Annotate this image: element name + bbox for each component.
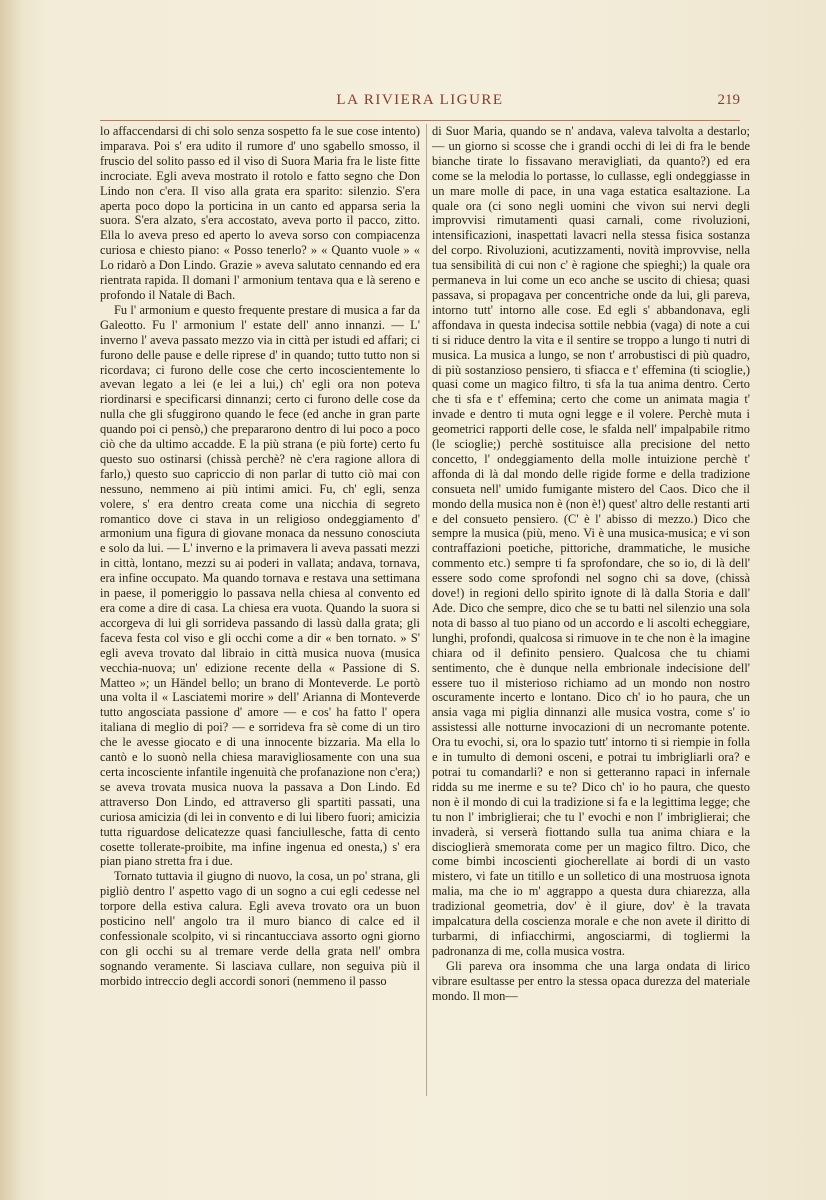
page-fold-shadow [0, 0, 22, 1200]
page-number: 219 [717, 92, 740, 108]
paragraph: di Suor Maria, quando se n' andava, valeva talvolta a destarlo; — un giorno si scosse che i grandi occhi di lei di fra le bende bianche tirate lo fissavano meravigliati, da quanto?) ed era come se la melodia lo portasse, lo cullasse, egli ondeggiasse in un mare molle di pace, in una vaga estatica esaltazione. La quale ora (ci sono negli uomini che vivon sui nervi degli improvvisi rimutamenti quasi carnali, come rivoluzioni, intensificazioni, inaspettati lavacri nella stessa fisica sostanza del corpo. Rivoluzioni, acutizzamenti, novità improvvise, nella tua sensibilità di cui non c' è ragione che spieghi;) la quale ora permaneva in lui come un eco anche se uscito di chiesa; quasi passava, si propagava per concentriche onde da lui, gli pareva, intorno tutt' intorno alle cose. Ed egli s' abbandonava, egli affondava in questa indecisa sottile nebbia (vaga) di note a cui ti si riduce dentro la vita e il sentire se troppo a lungo ti nutri di musica. La musica a lungo, se non t' arrobustisci di più quadro, di più sostanzioso pensiero, ti sfiacca e t' effemina (ti scioglie,) quasi come un magico filtro, ti sfa la tua anima dentro. Certo che ti sfa e t' effemina; certo che come un animata magia t' invade e dentro ti muta ogni legge e il volere. Perchè muta i geometrici rapporti delle cose, le sfalda nell' impalpabile ritmo (le scioglie;) perchè sostituisce alla precisione del netto concetto, l' ondeggiamento della molle intuizione perchè t' affonda di là dal mondo delle rigide forme e della tradizione consueta nell' umido fumigante mistero del Caos. Dico che il mondo della musica non è (non è!) quest' altro delle restanti arti e del consueto pensiero. (C' è l' abisso di mezzo.) Dico che sempre la musica (più, meno. Vi è una musica-musica; e vi son contraffazioni poetiche, pittoriche, drammatiche, le musiche commento etc.) sempre ti fa sprofondare, che so io, di là dell' essere sodo come sprofondi nel sogno chi sa dove, (chissà dove!) in regioni dello spirito ignote di là dalla Storia e dall' Ade. Dico che sempre, dico che se tu batti nel silenzio una sola nota di basso al tuo piano od un accordo e li ascolti echeggiare, lunghi, profondi, qualcosa si rimuove in te che non è la imagine chiara od il definito pensiero. Qualcosa che tu chiami sentimento, che è dunque nella embrionale indecisione dell' essere tuo il misterioso richiamo ad un mondo non nostro oscuramente incerto e lontano. Dico ch' io ho paura, che un ansia vaga mi piglia dinnanzi alle musica vostra, come s' io assistessi alle notturne invocazioni di un necromante potente. Ora tu evochi, si, ora lo spazio tutt' intorno ti si riempie in folla e in tumulto di demoni osceni, e potrai tu imbrigliarli ora? e potrai tu comandarli? e non si getteranno rapaci in infernale ridda su me inerme e su te? Dico ch' io ho paura, che questo non è il mondo di cui la tradizione si fa e la legittima legge; che tu non l' imbriglierai; che tu l' evochi e non l' imbriglierai; che invaderà, si verserà fiottando sulla tua anima chiara e la discioglierà smemorata come per un magico filtro. Dico, che come bimbi incoscienti giocherellate ai bordi di un vasto mistero, vi fate un titillo e un solletico di una mostruosa ignota malia, ma che io m' aggrappo a questa dura chiarezza, alla tradizional geometria, dov' è il giure, dov' è la travata impalcatura della coscienza morale e che non avete il diritto di turbarmi, di infiacchirmi, angosciarmi, di togliermi la padronanza di me, colla musica vostra. [432, 124, 750, 958]
column-separator [426, 124, 427, 1096]
page-header [100, 92, 740, 118]
paragraph: lo affaccendarsi di chi solo senza sospetto fa le sue cose intento) imparava. Poi s' era udito il rumore d' uno sgabello smosso, il fruscio del solito passo ed il viso di Suora Maria fra le liste fitte incrociate. Egli aveva mostrato il rotolo e fatto segno che Don Lindo non c'era. Il viso alla grata era sparito: silenzio. S'era aperta poco dopo la porticina in un canto ed apparsa seria la suora. S'era alzato, s'era accostato, aveva porto il pacco, zitto. Ella lo aveva preso ed aperto lo aveva sorso con compiacenza curiosa e chiesto piano: « Posso tenerlo? » « Quanto vuole » « Lo ridarò a Don Lindo. Grazie » aveva salutato cennando ed era rientrata rapida. Il domani l' armonium tentava qua e là sereno e profondo il Natale di Bach. [100, 124, 420, 302]
paragraph: Gli pareva ora insomma che una larga ondata di lirico vibrare esultasse per entro la stessa opaca durezza del materiale mondo. Il mon— [432, 958, 750, 1003]
paragraph: Tornato tuttavia il giugno di nuovo, la cosa, un po' strana, gli pigliò dentro l' aspetto vago di un sogno a cui egli cedesse nel torpore della estiva calura. Egli aveva trovato ora un buon posticino nell' angolo tra il muro bianco di calce ed il confessionale scolpito, vi si rincantucciava assorto ogni giorno con gli occhi su al tremare verde della grata nell' ombra sognando veramente. Si lasciava cullare, non seguiva più il morbido intreccio degli accordi sonori (nemmeno il passo [100, 869, 420, 988]
journal-title: LA RIVIERA LIGURE [336, 92, 504, 108]
paragraph: Fu l' armonium e questo frequente prestare di musica a far da Galeotto. Fu l' armonium l' estate dell' anno innanzi. — L' inverno l' aveva passato mezzo via in città per istudi ed affari; ci furono delle pause e delle riprese d' in quando; tutto tutto non si ricordava; ci furono delle cose che certo incoscientemente lo avevan legato a lei (e lei a lui,) ch' egli ora non poteva riordinarsi e specificarsi dinnanzi; certo ci furono delle cose da nulla che gli sfuggirono quando le fece (ed anche in gran parte quando poi ci pensò,) che prepararono dentro di lui poco a poco ciò che da ultimo accadde. E la più strana (e più forte) certo fu questo suo ostinarsi (chissà perchè? nè c'era ragione allora di farlo,) questo suo capriccio di non parlar di tutto ciò mai con nessuno, nemmeno ai più intimi amici. Fu, ch' egli, senza volere, s' era dentro creata come una nicchia di segreto romantico dove ci stava in un religioso ondeggiamento d' armonium una figura di giovane monaca da nessuno conosciuta e solo da lui. — L' inverno e la primavera li aveva passati mezzi in città, lontano, mezzi su ai poderi in vallata; andava, tornava, era infine occupato. Ma quando tornava e restava una settimana in paese, il pomeriggio lo passava nella chiesa al convento ed era come a dire di casa. La chiesa era vuota. Quando la suora si accorgeva di lui gli sorrideva passando di lassù dalla grata; gli faceva festa col viso e gli occhi come a dir « ben tornato. » S' egli aveva trovato dal libraio in città musica nuova (musica vecchia-nuova; un' edizione recente della « Passione di S. Matteo »; un Händel bello; un brano di Monteverde. Le portò una volta il « Lasciatemi morire » dell' Arianna di Monteverde tutto angosciata passione d' amore — e cos' ha fatto l' opera italiana di meglio di poi? — e sorrideva fra sè come di un tiro che le avesse giocato e di una innocente bizzaria. Ma ella lo cantò e lo suonò nella chiesa maravigliosamente con una sua certa incosciente infantile ingenuità che profanazione non c'era;) se aveva trovata musica nuova la passava a Don Lindo. Ed attraverso Don Lindo, ed attraverso gli spartiti passati, una curiosa amicizia (di lei in convento e di lui libero fuori; amicizia tutta riguardose delicatezze quasi fanciullesche, fatta di cento cosette tollerate-proibite, ma infine ingenua ed onesta,) s' era pian piano stretta fra i due. [100, 302, 420, 869]
column-right [432, 124, 750, 1003]
column-left [100, 124, 420, 989]
header-rule [100, 120, 740, 121]
